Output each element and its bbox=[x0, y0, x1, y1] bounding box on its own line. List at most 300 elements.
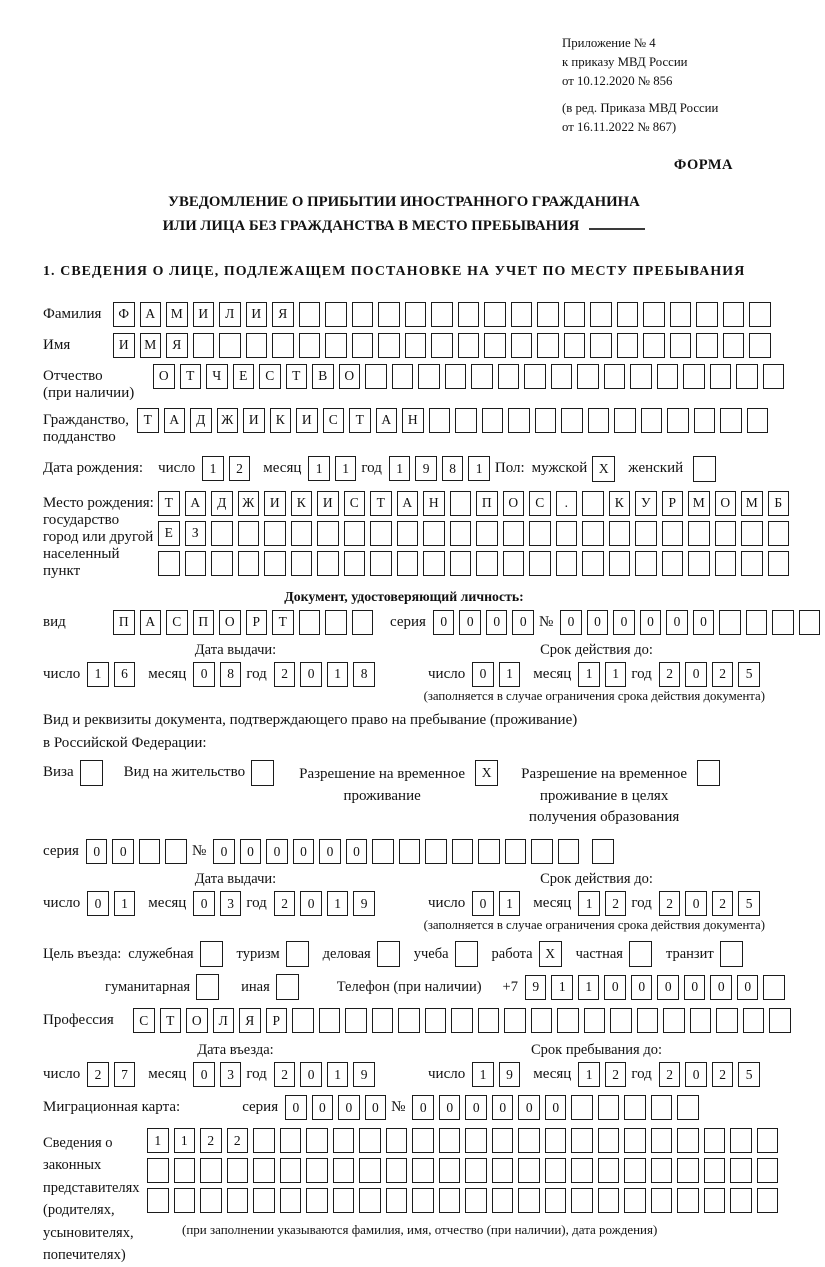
char-cell bbox=[592, 839, 614, 864]
char-cell: 0 bbox=[240, 839, 262, 864]
char-cell: 0 bbox=[300, 662, 322, 687]
char-cell: С bbox=[259, 364, 281, 389]
char-cell bbox=[333, 1128, 355, 1153]
char-cell: Я bbox=[272, 302, 294, 327]
char-cell: 0 bbox=[604, 975, 626, 1000]
char-cell bbox=[306, 1158, 328, 1183]
char-cell: В bbox=[312, 364, 334, 389]
char-cell: Я bbox=[239, 1008, 261, 1033]
char-cell bbox=[688, 551, 710, 576]
char-cell: 1 bbox=[327, 1062, 349, 1087]
char-cell: 0 bbox=[193, 891, 215, 916]
char-cell bbox=[598, 1128, 620, 1153]
char-cell bbox=[451, 1008, 473, 1033]
char-cell: 1 bbox=[472, 1062, 494, 1087]
birth-place-cells-row2 bbox=[158, 521, 794, 546]
form-label: ФОРМА bbox=[673, 156, 733, 173]
char-cell bbox=[582, 521, 604, 546]
char-cell bbox=[635, 521, 657, 546]
char-cell: 0 bbox=[87, 891, 109, 916]
char-cell: 2 bbox=[605, 1062, 627, 1087]
char-cell: Р bbox=[246, 610, 268, 635]
residence-expiry-year-label: год bbox=[631, 895, 652, 911]
char-cell bbox=[651, 1188, 673, 1213]
char-cell bbox=[518, 1188, 540, 1213]
representatives-label bbox=[43, 1128, 147, 1267]
char-cell: Д bbox=[190, 408, 212, 433]
visa-label: Виза bbox=[43, 763, 74, 780]
residence-doc-options bbox=[43, 760, 765, 829]
char-cell bbox=[531, 1008, 553, 1033]
char-cell bbox=[319, 1008, 341, 1033]
stay-year-label: год bbox=[631, 1066, 652, 1082]
char-cell bbox=[508, 408, 530, 433]
char-cell bbox=[359, 1128, 381, 1153]
identity-expiry-month-cells bbox=[578, 662, 631, 687]
char-cell: 0 bbox=[365, 1095, 387, 1120]
birth-place-cells-row1 bbox=[158, 491, 794, 516]
char-cell: Ф bbox=[113, 302, 135, 327]
char-cell bbox=[730, 1128, 752, 1153]
char-cell bbox=[405, 333, 427, 358]
char-cell bbox=[584, 1008, 606, 1033]
char-cell: А bbox=[164, 408, 186, 433]
residence-number-label: № bbox=[191, 843, 207, 859]
expiry-month-label: месяц bbox=[533, 665, 572, 682]
char-cell bbox=[624, 1188, 646, 1213]
entry-date-head: Дата въезда: bbox=[197, 1042, 274, 1058]
char-cell: 8 bbox=[353, 662, 375, 687]
char-cell bbox=[492, 1158, 514, 1183]
char-cell: 2 bbox=[712, 891, 734, 916]
char-cell: 2 bbox=[712, 662, 734, 687]
migration-card-row bbox=[43, 1095, 765, 1120]
char-cell bbox=[147, 1188, 169, 1213]
char-cell bbox=[492, 1128, 514, 1153]
char-cell: 1 bbox=[327, 891, 349, 916]
char-cell bbox=[325, 610, 347, 635]
char-cell: 1 bbox=[578, 891, 600, 916]
representatives-label-2: законных bbox=[43, 1157, 102, 1174]
entry-day-cells bbox=[87, 1062, 140, 1087]
purpose-official-label: служебная bbox=[128, 945, 194, 962]
identity-doc-series-label: серия bbox=[390, 613, 426, 630]
char-cell: Т bbox=[370, 491, 392, 516]
identity-issue-day-cells bbox=[87, 662, 140, 687]
char-cell bbox=[545, 1128, 567, 1153]
char-cell: 2 bbox=[659, 1062, 681, 1087]
identity-doc-series-cells bbox=[433, 610, 539, 635]
char-cell bbox=[504, 1008, 526, 1033]
representatives-row bbox=[43, 1128, 765, 1267]
representatives-label-1: Сведения о bbox=[43, 1135, 113, 1151]
char-cell bbox=[352, 333, 374, 358]
char-cell bbox=[670, 333, 692, 358]
char-cell: С bbox=[344, 491, 366, 516]
identity-doc-dates-values bbox=[43, 662, 765, 687]
char-cell: 0 bbox=[193, 1062, 215, 1087]
char-cell: Н bbox=[423, 491, 445, 516]
char-cell: 6 bbox=[114, 662, 136, 687]
char-cell: 1 bbox=[174, 1128, 196, 1153]
document-title bbox=[43, 190, 765, 239]
char-cell: 0 bbox=[684, 975, 706, 1000]
char-cell: Т bbox=[180, 364, 202, 389]
char-cell: 9 bbox=[415, 456, 437, 481]
char-cell bbox=[651, 1158, 673, 1183]
char-cell bbox=[667, 408, 689, 433]
residence-doc-intro-2: в Российской Федерации: bbox=[43, 734, 207, 751]
purpose-study-checkbox bbox=[455, 941, 478, 967]
char-cell bbox=[763, 364, 785, 389]
char-cell: 8 bbox=[442, 456, 464, 481]
char-cell bbox=[571, 1188, 593, 1213]
birth-day-cells bbox=[202, 456, 255, 481]
char-cell: 0 bbox=[685, 891, 707, 916]
char-cell: 1 bbox=[114, 891, 136, 916]
char-cell bbox=[604, 364, 626, 389]
entry-dates-head bbox=[43, 1042, 765, 1062]
purpose-work-label: работа bbox=[491, 945, 533, 962]
char-cell bbox=[458, 333, 480, 358]
entry-month-cells bbox=[193, 1062, 246, 1087]
char-cell bbox=[598, 1158, 620, 1183]
char-cell: Л bbox=[219, 302, 241, 327]
char-cell bbox=[219, 333, 241, 358]
entry-dates-values bbox=[43, 1062, 765, 1087]
issue-month-label: месяц bbox=[148, 665, 187, 682]
char-cell: 9 bbox=[353, 891, 375, 916]
entry-year-label: год bbox=[246, 1066, 267, 1082]
char-cell bbox=[445, 364, 467, 389]
stay-month-cells bbox=[578, 1062, 631, 1087]
char-cell: 0 bbox=[293, 839, 315, 864]
char-cell bbox=[344, 521, 366, 546]
residence-issue-month-cells bbox=[193, 891, 246, 916]
citizenship-cells bbox=[137, 408, 773, 433]
temp-residence-permit-label: Разрешение на временное проживание bbox=[299, 765, 466, 804]
residence-number-cells bbox=[213, 839, 584, 864]
char-cell bbox=[503, 551, 525, 576]
char-cell bbox=[465, 1188, 487, 1213]
char-cell bbox=[412, 1128, 434, 1153]
char-cell bbox=[677, 1095, 699, 1120]
identity-doc-dates-head bbox=[43, 642, 765, 662]
edition-line: от 16.11.2022 № 867) bbox=[562, 119, 677, 134]
char-cell: 1 bbox=[327, 662, 349, 687]
birth-place-label-4: населенный пункт bbox=[43, 545, 120, 579]
representatives-label-4: (родителях, bbox=[43, 1202, 115, 1219]
citizenship-label bbox=[43, 408, 137, 446]
char-cell bbox=[478, 839, 500, 864]
char-cell bbox=[614, 408, 636, 433]
purpose-official-checkbox bbox=[200, 941, 223, 967]
char-cell: 1 bbox=[308, 456, 330, 481]
char-cell: 1 bbox=[335, 456, 357, 481]
char-cell bbox=[423, 551, 445, 576]
char-cell bbox=[378, 333, 400, 358]
char-cell bbox=[392, 364, 414, 389]
char-cell: 1 bbox=[499, 891, 521, 916]
char-cell: И bbox=[296, 408, 318, 433]
char-cell: 1 bbox=[389, 456, 411, 481]
representatives-cells-row2 bbox=[147, 1158, 783, 1183]
representatives-cells-row3 bbox=[147, 1188, 783, 1213]
char-cell bbox=[238, 551, 260, 576]
char-cell: И bbox=[193, 302, 215, 327]
char-cell bbox=[227, 1158, 249, 1183]
char-cell bbox=[292, 1008, 314, 1033]
residence-expiry-month-label: месяц bbox=[533, 895, 572, 911]
char-cell: О bbox=[153, 364, 175, 389]
char-cell bbox=[720, 408, 742, 433]
char-cell: 0 bbox=[472, 662, 494, 687]
char-cell bbox=[193, 333, 215, 358]
char-cell bbox=[582, 551, 604, 576]
representatives-label-3: представителях bbox=[43, 1179, 140, 1196]
char-cell: О bbox=[715, 491, 737, 516]
char-cell: М bbox=[140, 333, 162, 358]
char-cell bbox=[465, 1128, 487, 1153]
residence-expiry-day-cells bbox=[472, 891, 525, 916]
char-cell bbox=[749, 302, 771, 327]
residence-series-cells bbox=[86, 839, 192, 864]
char-cell bbox=[518, 1158, 540, 1183]
char-cell: 0 bbox=[512, 610, 534, 635]
char-cell bbox=[657, 364, 679, 389]
representatives-cells-row1 bbox=[147, 1128, 783, 1153]
char-cell bbox=[556, 551, 578, 576]
char-cell bbox=[704, 1188, 726, 1213]
char-cell: 9 bbox=[525, 975, 547, 1000]
char-cell bbox=[715, 521, 737, 546]
char-cell: 0 bbox=[412, 1095, 434, 1120]
identity-doc-number-cells bbox=[560, 610, 825, 635]
residence-issue-head: Дата выдачи: bbox=[194, 871, 277, 887]
char-cell: И bbox=[264, 491, 286, 516]
char-cell: 0 bbox=[112, 839, 134, 864]
char-cell bbox=[299, 333, 321, 358]
char-cell bbox=[641, 408, 663, 433]
char-cell bbox=[696, 302, 718, 327]
issue-year-label: год bbox=[246, 665, 267, 682]
char-cell bbox=[450, 521, 472, 546]
char-cell: 2 bbox=[227, 1128, 249, 1153]
sex-female-label: женский bbox=[628, 460, 684, 477]
char-cell bbox=[253, 1158, 275, 1183]
char-cell: 0 bbox=[300, 891, 322, 916]
char-cell: 0 bbox=[613, 610, 635, 635]
char-cell bbox=[588, 408, 610, 433]
char-cell bbox=[757, 1128, 779, 1153]
char-cell bbox=[450, 551, 472, 576]
char-cell bbox=[511, 302, 533, 327]
purpose-study-label: учеба bbox=[413, 945, 449, 962]
residence-issue-year-cells bbox=[274, 891, 380, 916]
char-cell: Е bbox=[158, 521, 180, 546]
char-cell bbox=[637, 1008, 659, 1033]
phone-cells bbox=[525, 975, 790, 1000]
representatives-cells bbox=[147, 1128, 783, 1238]
char-cell bbox=[174, 1158, 196, 1183]
char-cell bbox=[651, 1128, 673, 1153]
char-cell bbox=[399, 839, 421, 864]
appendix-block bbox=[562, 34, 762, 137]
identity-doc-heading: Документ, удостоверяющий личность: bbox=[284, 588, 524, 604]
patronymic-cells bbox=[153, 364, 789, 389]
purpose-business-checkbox bbox=[377, 941, 400, 967]
char-cell bbox=[333, 1188, 355, 1213]
char-cell: П bbox=[193, 610, 215, 635]
char-cell bbox=[617, 333, 639, 358]
char-cell: 2 bbox=[659, 662, 681, 687]
char-cell bbox=[498, 364, 520, 389]
char-cell bbox=[694, 408, 716, 433]
char-cell bbox=[511, 333, 533, 358]
char-cell bbox=[503, 521, 525, 546]
profession-row bbox=[43, 1008, 765, 1033]
profession-cells bbox=[133, 1008, 796, 1033]
residence-doc-intro-1: Вид и реквизиты документа, подтверждающего право на пребывание (проживание) bbox=[43, 711, 578, 728]
patronymic-label-text: Отчество bbox=[43, 367, 103, 384]
identity-issue-year-cells bbox=[274, 662, 380, 687]
char-cell bbox=[344, 551, 366, 576]
char-cell bbox=[412, 1158, 434, 1183]
surname-cells bbox=[113, 302, 776, 327]
char-cell bbox=[439, 1128, 461, 1153]
char-cell bbox=[429, 408, 451, 433]
purpose-other-label: иная bbox=[241, 978, 270, 995]
char-cell: Ж bbox=[238, 491, 260, 516]
char-cell bbox=[246, 333, 268, 358]
title-line-2: ИЛИ ЛИЦА БЕЗ ГРАЖДАНСТВА В МЕСТО ПРЕБЫВАНИЯ bbox=[162, 218, 580, 235]
firstname-label: Имя bbox=[43, 336, 71, 353]
char-cell bbox=[747, 408, 769, 433]
stay-day-label: число bbox=[428, 1066, 466, 1082]
char-cell bbox=[455, 408, 477, 433]
char-cell bbox=[582, 491, 604, 516]
char-cell: 0 bbox=[657, 975, 679, 1000]
char-cell bbox=[359, 1158, 381, 1183]
char-cell: 0 bbox=[338, 1095, 360, 1120]
char-cell: Т bbox=[349, 408, 371, 433]
char-cell: 2 bbox=[274, 1062, 296, 1087]
char-cell bbox=[577, 364, 599, 389]
char-cell: А bbox=[185, 491, 207, 516]
char-cell: О bbox=[186, 1008, 208, 1033]
char-cell: . bbox=[556, 491, 578, 516]
char-cell bbox=[531, 839, 553, 864]
purpose-humanitarian-label: гуманитарная bbox=[105, 978, 191, 995]
birth-month-label: месяц bbox=[263, 460, 302, 477]
char-cell bbox=[185, 551, 207, 576]
char-cell bbox=[200, 1158, 222, 1183]
char-cell bbox=[139, 839, 161, 864]
char-cell bbox=[617, 302, 639, 327]
char-cell bbox=[741, 521, 763, 546]
char-cell: Ч bbox=[206, 364, 228, 389]
char-cell bbox=[317, 551, 339, 576]
sex-label: Пол: bbox=[494, 460, 525, 477]
purpose-tourism-checkbox bbox=[286, 941, 309, 967]
char-cell: К bbox=[291, 491, 313, 516]
char-cell bbox=[635, 551, 657, 576]
purpose-business-label: деловая bbox=[322, 945, 371, 962]
char-cell: 1 bbox=[578, 975, 600, 1000]
stay-day-cells bbox=[472, 1062, 525, 1087]
char-cell: П bbox=[476, 491, 498, 516]
char-cell bbox=[545, 1188, 567, 1213]
migration-number-label: № bbox=[391, 1099, 406, 1115]
char-cell bbox=[291, 521, 313, 546]
char-cell: М bbox=[741, 491, 763, 516]
purpose-tourism-label: туризм bbox=[236, 945, 280, 962]
appendix-line: к приказу МВД России bbox=[562, 55, 688, 70]
char-cell bbox=[670, 302, 692, 327]
char-cell bbox=[741, 551, 763, 576]
char-cell bbox=[518, 1128, 540, 1153]
char-cell bbox=[238, 521, 260, 546]
issue-day-label: число bbox=[43, 665, 81, 682]
char-cell: 5 bbox=[738, 891, 760, 916]
char-cell: М bbox=[166, 302, 188, 327]
char-cell: 5 bbox=[738, 662, 760, 687]
birth-month-cells bbox=[308, 456, 361, 481]
temp-residence-permit-checkbox: X bbox=[475, 760, 498, 786]
citizenship-sublabel: подданство bbox=[43, 428, 116, 445]
birth-date-row bbox=[43, 456, 765, 482]
residence-expiry-year-cells bbox=[659, 891, 765, 916]
char-cell bbox=[757, 1188, 779, 1213]
migration-series-cells bbox=[285, 1095, 391, 1120]
char-cell bbox=[306, 1128, 328, 1153]
representatives-label-5: усыновителях, bbox=[43, 1224, 134, 1241]
char-cell: Т bbox=[160, 1008, 182, 1033]
char-cell: И bbox=[317, 491, 339, 516]
char-cell bbox=[763, 975, 785, 1000]
char-cell bbox=[704, 1158, 726, 1183]
char-cell bbox=[352, 610, 374, 635]
char-cell: 1 bbox=[499, 662, 521, 687]
char-cell: 1 bbox=[87, 662, 109, 687]
char-cell bbox=[174, 1188, 196, 1213]
char-cell bbox=[211, 521, 233, 546]
migration-number-cells bbox=[412, 1095, 704, 1120]
migration-card-label: Миграционная карта: bbox=[43, 1099, 181, 1115]
expiry-year-label: год bbox=[631, 665, 652, 682]
char-cell bbox=[253, 1188, 275, 1213]
char-cell: 3 bbox=[220, 1062, 242, 1087]
char-cell bbox=[558, 839, 580, 864]
char-cell bbox=[291, 551, 313, 576]
char-cell: 0 bbox=[472, 891, 494, 916]
char-cell bbox=[610, 1008, 632, 1033]
char-cell bbox=[484, 302, 506, 327]
char-cell bbox=[397, 521, 419, 546]
char-cell: О bbox=[339, 364, 361, 389]
char-cell: 0 bbox=[693, 610, 715, 635]
char-cell bbox=[715, 551, 737, 576]
purpose-transit-label: транзит bbox=[665, 945, 714, 962]
char-cell: 0 bbox=[319, 839, 341, 864]
sex-female-checkbox bbox=[693, 456, 716, 482]
char-cell bbox=[557, 1008, 579, 1033]
entry-day-label: число bbox=[43, 1066, 81, 1082]
char-cell bbox=[630, 364, 652, 389]
appendix-line: Приложение № 4 bbox=[562, 36, 656, 50]
char-cell: 0 bbox=[86, 839, 108, 864]
char-cell bbox=[492, 1188, 514, 1213]
